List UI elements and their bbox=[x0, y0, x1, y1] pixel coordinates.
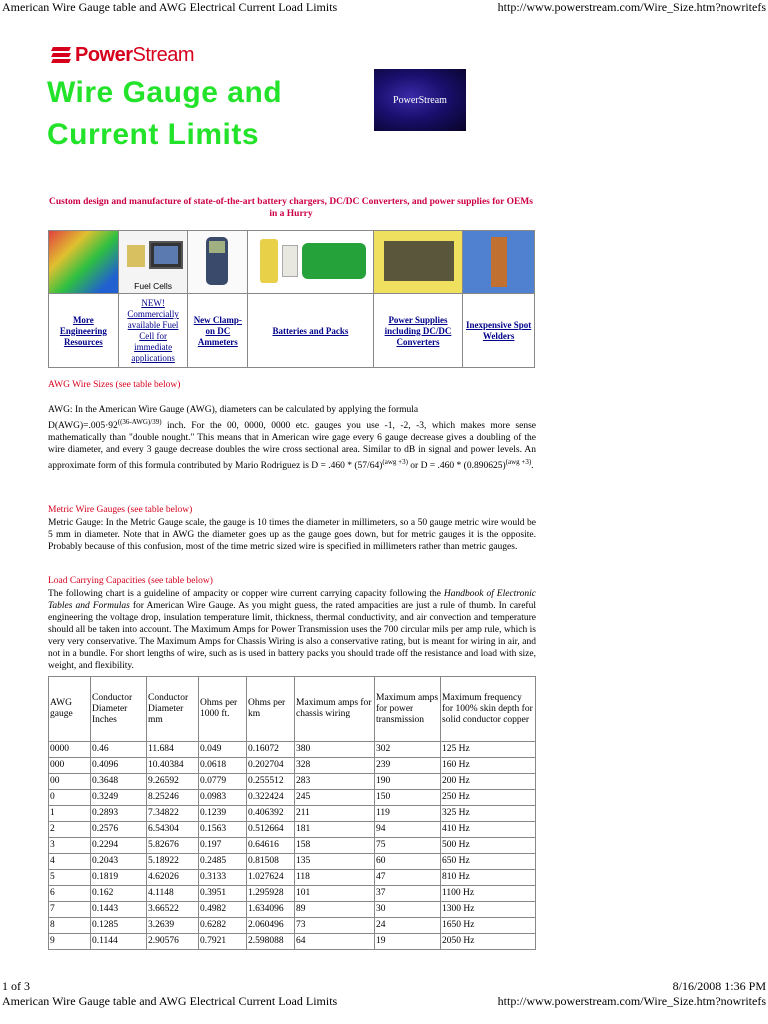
page-number: 1 of 3 bbox=[2, 979, 30, 993]
table-cell: 2050 Hz bbox=[441, 934, 536, 950]
table-cell: 2.598088 bbox=[247, 934, 295, 950]
table-row bbox=[49, 742, 536, 758]
table-cell: 0.512664 bbox=[247, 822, 295, 838]
table-cell: 0.2576 bbox=[91, 822, 147, 838]
table-cell: 302 bbox=[375, 742, 441, 758]
table-cell: 0.3951 bbox=[199, 886, 247, 902]
awg-text-2: inch. For the 00, 0000, 0000 etc. gauges you use -1, -2, -3, which makes more sense mathematically than "double nought." This means that in American wire gage every 6 gauge decrease gives a doubling of the wire diameter, and every 3 gauge decrease doubles the wire cross sectional area. Similar to dB in signal and power levels. An approximate form of this formula contributed by Mario Rodriguez is D = .460 * (57/64) bbox=[48, 421, 536, 472]
table-cell: 0.2485 bbox=[199, 854, 247, 870]
link-power-supplies[interactable]: Power Supplies including DC/DC Converters bbox=[374, 294, 464, 368]
table-cell: 1300 Hz bbox=[441, 902, 536, 918]
table-row bbox=[49, 774, 536, 790]
table-cell: 0.64616 bbox=[247, 838, 295, 854]
table-cell: 0.4982 bbox=[199, 902, 247, 918]
product-links-row bbox=[49, 293, 534, 369]
link-batteries[interactable]: Batteries and Packs bbox=[248, 294, 373, 368]
table-row bbox=[49, 758, 536, 774]
table-cell: 0.1819 bbox=[91, 870, 147, 886]
table-cell: 3 bbox=[49, 838, 91, 854]
table-cell: 125 Hz bbox=[441, 742, 536, 758]
table-cell: 380 bbox=[295, 742, 375, 758]
table-row bbox=[49, 822, 536, 838]
spot-welders-image[interactable] bbox=[463, 231, 534, 293]
table-cell: 0.0983 bbox=[199, 790, 247, 806]
power-supplies-image[interactable] bbox=[374, 231, 464, 293]
table-cell: 0 bbox=[49, 790, 91, 806]
product-grid bbox=[48, 230, 535, 368]
table-cell: 410 Hz bbox=[441, 822, 536, 838]
table-cell: 135 bbox=[295, 854, 375, 870]
table-cell: 0.406392 bbox=[247, 806, 295, 822]
table-row bbox=[49, 790, 536, 806]
link-fuel-cells[interactable]: NEW! Commercially available Fuel Cell for immediate applications bbox=[119, 294, 189, 368]
awg-section-heading[interactable]: AWG Wire Sizes (see table below) bbox=[48, 380, 181, 390]
metric-paragraph: Metric Gauge: In the Metric Gauge scale, the gauge is 10 times the diameter in millimeters, so a 50 gauge metric wire would be 5 mm in diameter. Note that in AWG the diameter goes up as the gauge goes down, but for metric gauges it is the opposite. Probably because of this confusion, most of the time metric sized wire is specified in millimeters rather than metric gauges. bbox=[48, 518, 536, 552]
table-cell: 0.162 bbox=[91, 886, 147, 902]
col-header-power-amps: Maximum amps for power transmission bbox=[375, 677, 441, 742]
table-cell: 190 bbox=[375, 774, 441, 790]
table-cell: 245 bbox=[295, 790, 375, 806]
table-cell: 7 bbox=[49, 902, 91, 918]
table-cell: 8 bbox=[49, 918, 91, 934]
table-cell: 8.25246 bbox=[147, 790, 199, 806]
table-cell: 4 bbox=[49, 854, 91, 870]
table-cell: 0.4096 bbox=[91, 758, 147, 774]
monitor-icon bbox=[149, 241, 183, 269]
clamp-ammeter-image[interactable] bbox=[188, 231, 248, 293]
battery-icon bbox=[260, 239, 278, 283]
awg-text-1: AWG: In the American Wire Gauge (AWG), diameters can be calculated by applying the formula bbox=[48, 405, 419, 415]
table-cell: 4.62026 bbox=[147, 870, 199, 886]
awg-table bbox=[48, 676, 536, 950]
table-cell: 3.66522 bbox=[147, 902, 199, 918]
load-text-1: The following chart is a guideline of ampacity or copper wire current carrying capacity following the bbox=[48, 589, 444, 599]
table-cell: 94 bbox=[375, 822, 441, 838]
table-cell: 239 bbox=[375, 758, 441, 774]
fuel-cells-caption: Fuel Cells bbox=[134, 281, 172, 291]
table-cell: 5 bbox=[49, 870, 91, 886]
table-cell: 6 bbox=[49, 886, 91, 902]
table-cell: 2.060496 bbox=[247, 918, 295, 934]
table-cell: 0.202704 bbox=[247, 758, 295, 774]
table-cell: 1.027624 bbox=[247, 870, 295, 886]
table-cell: 1650 Hz bbox=[441, 918, 536, 934]
load-section-heading[interactable]: Load Carrying Capacities (see table below) bbox=[48, 576, 213, 586]
handbook-title: Handbook of Electronic Tables and Formulas bbox=[48, 589, 537, 611]
table-cell: 000 bbox=[49, 758, 91, 774]
table-cell: 0.1239 bbox=[199, 806, 247, 822]
table-cell: 7.34822 bbox=[147, 806, 199, 822]
table-cell: 0.0779 bbox=[199, 774, 247, 790]
table-cell: 9 bbox=[49, 934, 91, 950]
table-cell: 0.2893 bbox=[91, 806, 147, 822]
table-cell: 9.26592 bbox=[147, 774, 199, 790]
link-clamp-ammeters[interactable]: New Clamp-on DC Ammeters bbox=[188, 294, 248, 368]
table-cell: 0.1285 bbox=[91, 918, 147, 934]
table-row bbox=[49, 806, 536, 822]
table-cell: 10.40384 bbox=[147, 758, 199, 774]
table-cell: 0.0618 bbox=[199, 758, 247, 774]
tagline: Custom design and manufacture of state-of-the-art battery chargers, DC/DC Converters, and power supplies for OEMs in a Hurry bbox=[49, 197, 533, 219]
fuel-cell-icon bbox=[127, 245, 145, 267]
table-cell: 5.18922 bbox=[147, 854, 199, 870]
table-cell: 3.2639 bbox=[147, 918, 199, 934]
table-cell: 0.049 bbox=[199, 742, 247, 758]
table-row bbox=[49, 870, 536, 886]
table-cell: 64 bbox=[295, 934, 375, 950]
print-datetime: 8/16/2008 1:36 PM bbox=[672, 979, 766, 993]
table-cell: 328 bbox=[295, 758, 375, 774]
table-cell: 101 bbox=[295, 886, 375, 902]
table-header-row bbox=[49, 677, 536, 742]
title-line-2: Current Limits bbox=[47, 118, 260, 151]
link-engineering-resources[interactable]: More Engineering Resources bbox=[49, 294, 119, 368]
battery-pack-icon bbox=[302, 243, 366, 279]
table-cell: 1.295928 bbox=[247, 886, 295, 902]
page-title bbox=[47, 72, 282, 156]
title-line-1: Wire Gauge and bbox=[47, 76, 283, 109]
table-cell: 0.81508 bbox=[247, 854, 295, 870]
table-cell: 60 bbox=[375, 854, 441, 870]
table-cell: 0.46 bbox=[91, 742, 147, 758]
table-cell: 650 Hz bbox=[441, 854, 536, 870]
table-cell: 47 bbox=[375, 870, 441, 886]
print-header-title: American Wire Gauge table and AWG Electrical Current Load Limits bbox=[2, 0, 338, 14]
table-cell: 19 bbox=[375, 934, 441, 950]
table-row bbox=[49, 918, 536, 934]
table-cell: 73 bbox=[295, 918, 375, 934]
table-cell: 119 bbox=[375, 806, 441, 822]
powerstream-logo[interactable] bbox=[52, 44, 194, 66]
table-cell: 250 Hz bbox=[441, 790, 536, 806]
print-footer bbox=[0, 994, 768, 1009]
table-cell: 2.90576 bbox=[147, 934, 199, 950]
table-row bbox=[49, 934, 536, 950]
table-cell: 0.7921 bbox=[199, 934, 247, 950]
badge-text: PowerStream bbox=[393, 94, 447, 106]
logo-power: Power bbox=[75, 43, 133, 66]
welder-icon bbox=[491, 237, 507, 287]
load-text-2: for American Wire Gauge. As you might guess, the rated ampacities are just a rule of thumb. In careful engineering the voltage drop, insulation temperature limit, thickness, thermal conductivity, and air convection and temperature should all be taken into account. The Maximum Amps for Power Transmission uses the 700 circular mils per amp rule, which is very very conservative. The Maximum Amps for Chassis Wiring is also a conservative rating, but is meant for wiring in air, and not in a bundle. For short lengths of wire, such as is used in battery packs you should trade off the resistance and load with size, weight, and flexibility. bbox=[48, 601, 536, 671]
table-cell: 0000 bbox=[49, 742, 91, 758]
print-header-url: http://www.powerstream.com/Wire_Size.htm?nowritefs bbox=[497, 0, 766, 14]
fuel-cells-image[interactable] bbox=[119, 231, 189, 293]
print-footer-url: http://www.powerstream.com/Wire_Size.htm?nowritefs bbox=[497, 994, 766, 1008]
table-cell: 0.322424 bbox=[247, 790, 295, 806]
table-cell: 4.1148 bbox=[147, 886, 199, 902]
table-cell: 0.1144 bbox=[91, 934, 147, 950]
awg-text-3: or D = .460 * (0.890625) bbox=[407, 461, 506, 472]
table-cell: 211 bbox=[295, 806, 375, 822]
table-cell: 89 bbox=[295, 902, 375, 918]
batteries-image[interactable] bbox=[248, 231, 373, 293]
load-paragraph bbox=[48, 588, 536, 672]
power-supply-icon bbox=[384, 241, 454, 281]
table-cell: 200 Hz bbox=[441, 774, 536, 790]
table-cell: 810 Hz bbox=[441, 870, 536, 886]
table-cell: 75 bbox=[375, 838, 441, 854]
table-cell: 24 bbox=[375, 918, 441, 934]
table-cell: 181 bbox=[295, 822, 375, 838]
awg-formula: D(AWG)=.005·92 bbox=[48, 421, 118, 432]
table-cell: 500 Hz bbox=[441, 838, 536, 854]
table-cell: 0.1443 bbox=[91, 902, 147, 918]
table-cell: 0.16072 bbox=[247, 742, 295, 758]
table-cell: 6.54304 bbox=[147, 822, 199, 838]
table-cell: 160 Hz bbox=[441, 758, 536, 774]
col-header-awg: AWG gauge bbox=[49, 677, 91, 742]
table-cell: 0.255512 bbox=[247, 774, 295, 790]
col-header-ohms-ft: Ohms per 1000 ft. bbox=[199, 677, 247, 742]
col-header-chassis-amps: Maximum amps for chassis wiring bbox=[295, 677, 375, 742]
awg-text-end: . bbox=[531, 461, 534, 472]
table-cell: 1100 Hz bbox=[441, 886, 536, 902]
awg-formula-exponent: ((36-AWG)/39) bbox=[117, 418, 162, 426]
table-cell: 0.197 bbox=[199, 838, 247, 854]
metric-section-heading[interactable]: Metric Wire Gauges (see table below) bbox=[48, 505, 193, 515]
table-cell: 30 bbox=[375, 902, 441, 918]
battery-icon bbox=[282, 245, 298, 277]
table-row bbox=[49, 902, 536, 918]
logo-stream: Stream bbox=[132, 43, 194, 66]
table-cell: 5.82676 bbox=[147, 838, 199, 854]
table-cell: 150 bbox=[375, 790, 441, 806]
powerstream-logo-icon bbox=[52, 45, 72, 65]
table-cell: 118 bbox=[295, 870, 375, 886]
table-cell: 0.3249 bbox=[91, 790, 147, 806]
table-row bbox=[49, 854, 536, 870]
engineering-resources-image[interactable] bbox=[49, 231, 119, 293]
table-row bbox=[49, 886, 536, 902]
col-header-skin-freq: Maximum frequency for 100% skin depth for solid conductor copper bbox=[441, 677, 536, 742]
awg-paragraph bbox=[48, 404, 536, 472]
awg-exponent-1: (awg +3) bbox=[382, 458, 408, 467]
table-cell: 1 bbox=[49, 806, 91, 822]
logo-text bbox=[75, 44, 194, 67]
table-cell: 283 bbox=[295, 774, 375, 790]
table-cell: 0.1563 bbox=[199, 822, 247, 838]
table-cell: 00 bbox=[49, 774, 91, 790]
col-header-diam-in: Conductor Diameter Inches bbox=[91, 677, 147, 742]
link-spot-welders[interactable]: Inexpensive Spot Welders bbox=[466, 320, 532, 341]
print-footer-title: American Wire Gauge table and AWG Electrical Current Load Limits bbox=[2, 994, 338, 1008]
print-header bbox=[0, 0, 768, 15]
table-cell: 0.2294 bbox=[91, 838, 147, 854]
table-cell: 158 bbox=[295, 838, 375, 854]
awg-exponent-2: (awg +3) bbox=[505, 458, 532, 467]
print-footer-page bbox=[0, 979, 768, 994]
table-cell: 11.684 bbox=[147, 742, 199, 758]
table-cell: 325 Hz bbox=[441, 806, 536, 822]
table-cell: 1.634096 bbox=[247, 902, 295, 918]
table-cell: 0.6282 bbox=[199, 918, 247, 934]
table-cell: 0.3133 bbox=[199, 870, 247, 886]
col-header-diam-mm: Conductor Diameter mm bbox=[147, 677, 199, 742]
table-cell: 0.3648 bbox=[91, 774, 147, 790]
powerstream-badge-image[interactable] bbox=[374, 69, 466, 131]
col-header-ohms-km: Ohms per km bbox=[247, 677, 295, 742]
table-cell: 0.2043 bbox=[91, 854, 147, 870]
table-cell: 37 bbox=[375, 886, 441, 902]
table-row bbox=[49, 838, 536, 854]
table-cell: 2 bbox=[49, 822, 91, 838]
clamp-meter-icon bbox=[206, 237, 228, 285]
product-images-row bbox=[49, 231, 534, 293]
